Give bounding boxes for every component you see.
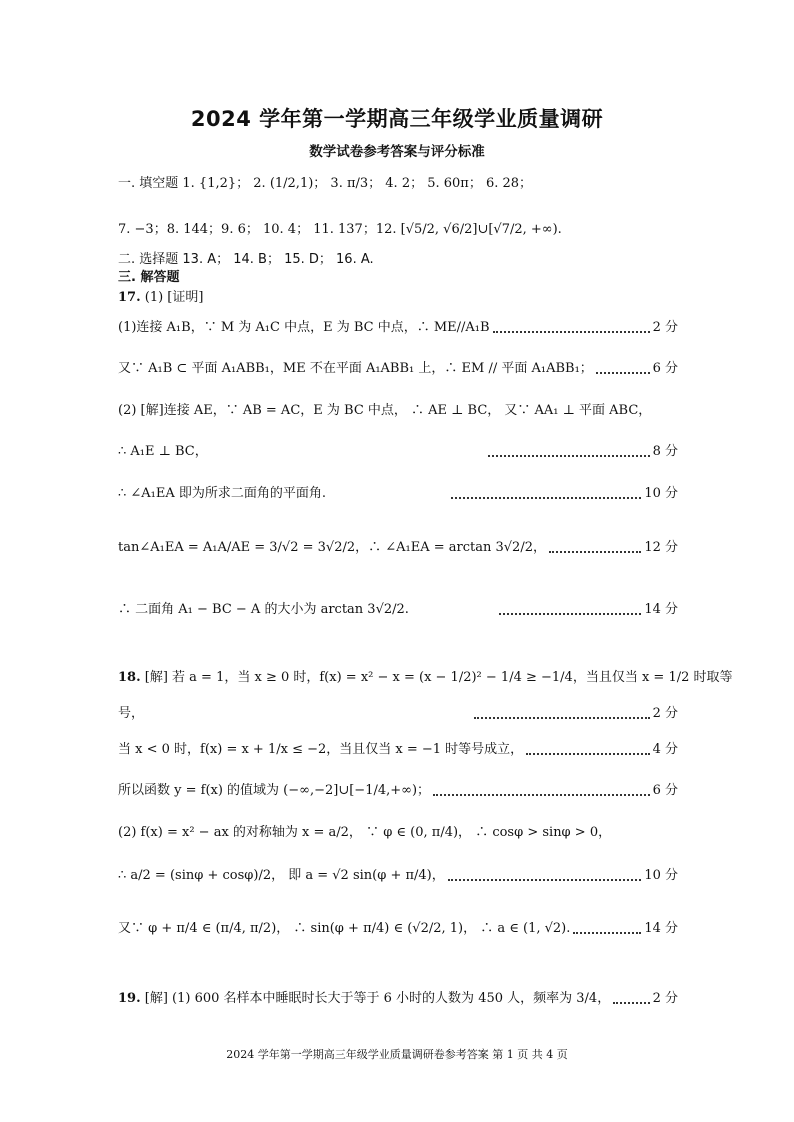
q17-step-6-score: 12 分 — [644, 540, 678, 555]
q18-step-7-text: 又∵ φ + π/4 ∈ (π/4, π/2)， ∴ sin(φ + π/4) ∈ (√2/2, 1)， ∴ a ∈ (1, √2). — [118, 921, 571, 936]
q18-step-4-text: 所以函数 y = f(x) 的值域为 (−∞,−2]∪[−1/4,+∞)； — [118, 783, 431, 798]
q17-step-7-score: 14 分 — [644, 602, 678, 617]
q18-step-3-text: 当 x < 0 时，f(x) = x + 1/x ≤ −2，当且仅当 x = −1 时等号成立， — [118, 742, 524, 757]
q18-number: 18. — [118, 670, 141, 685]
q17-step-2-score: 6 分 — [652, 361, 678, 376]
q17-header — [118, 289, 678, 307]
page-footer: 2024 学年第一学期高三年级学业质量调研卷参考答案 第 1 页 共 4 页 — [226, 1048, 568, 1061]
multiple-choice-text: 二. 选择题 13. A； 14. B； 15. D； 16. A. — [118, 252, 374, 267]
q18-step-4 — [118, 782, 678, 800]
leader-dots — [474, 716, 650, 719]
q19-step-1-score: 2 分 — [652, 991, 678, 1006]
q18-step-2 — [118, 705, 678, 723]
leader-dots — [448, 878, 642, 881]
q17-step-2-text: 又∵ A₁B ⊂ 平面 A₁ABB₁，ME 不在平面 A₁ABB₁ 上，∴ EM // 平面 A₁ABB₁； — [118, 361, 593, 376]
q17-step-5-score: 10 分 — [644, 486, 678, 501]
leader-dots — [451, 496, 641, 499]
leader-dots — [596, 371, 650, 374]
q17-step-5-text: ∴ ∠A₁EA 即为所求二面角的平面角. — [118, 486, 327, 501]
q17-step-7 — [118, 601, 678, 619]
leader-dots — [526, 752, 649, 755]
q18-step-7 — [118, 920, 678, 938]
q18-step-7-score: 14 分 — [644, 921, 678, 936]
page-subtitle: 数学试卷参考答案与评分标准 — [309, 144, 485, 160]
q17-step-2 — [118, 360, 678, 378]
q17-step-7-text: ∴ 二面角 A₁ − BC − A 的大小为 arctan 3√2/2. — [118, 602, 409, 617]
leader-dots — [549, 550, 641, 553]
leader-dots — [499, 612, 641, 615]
q19-step-1-body: [解] (1) 600 名样本中睡眠时长大于等于 6 小时的人数为 450 人，频率为 3/4， — [140, 991, 611, 1006]
q18-step-6-score: 10 分 — [644, 868, 678, 883]
q18-step-6 — [118, 867, 678, 885]
q18-step-1-text: [解] 若 a = 1，当 x ≥ 0 时，f(x) = x² − x = (x − 1/2)² − 1/4 ≥ −1/4，当且仅当 x = 1/2 时取等 — [140, 670, 733, 685]
q18-step-3-score: 4 分 — [652, 742, 678, 757]
q18-step-2-score: 2 分 — [652, 706, 678, 721]
q17-step-5 — [118, 485, 678, 503]
q17-number: 17. — [118, 290, 141, 305]
leader-dots — [433, 793, 650, 796]
q18-step-5: (2) f(x) = x² − ax 的对称轴为 x = a/2， ∵ φ ∈ (0, π/4)， ∴ cosφ > sinφ > 0， — [118, 825, 612, 840]
q17-step-4-score: 8 分 — [652, 444, 678, 459]
multiple-choice-answers — [118, 251, 678, 269]
q19-step-1-text — [118, 990, 610, 1008]
q17-step-1-score: 2 分 — [652, 320, 678, 335]
leader-dots — [488, 454, 650, 457]
fill-blank-answers-line-1: 一. 填空题 1. {1,2}； 2. (1/2,1)； 3. π/3； 4. 2； 5. 60π； 6. 28； — [118, 176, 533, 191]
leader-dots — [573, 931, 641, 934]
q19-number: 19. — [118, 991, 141, 1006]
q19-step-1 — [118, 990, 678, 1008]
q17-step-4-text: ∴ A₁E ⊥ BC， — [118, 444, 208, 459]
q17-step-3: (2) [解]连接 AE，∵ AB = AC，E 为 BC 中点， ∴ AE ⊥ BC， 又∵ AA₁ ⊥ 平面 ABC， — [118, 403, 652, 418]
page-title: 2024 学年第一学期高三年级学业质量调研 — [190, 107, 604, 131]
q18-step-2-text: 号， — [118, 706, 145, 721]
q17-step-6-text: tan∠A₁EA = A₁A/AE = 3/√2 = 3√2/2，∴ ∠A₁EA = arctan 3√2/2， — [118, 540, 546, 555]
section3-heading: 三. 解答题 — [118, 270, 180, 285]
q17-step-1 — [118, 319, 678, 337]
q17-step-4 — [118, 443, 678, 461]
q18-step-3 — [118, 741, 678, 759]
leader-dots — [493, 330, 650, 333]
fill-blank-answers-line-2: 7. −3；8. 144；9. 6； 10. 4； 11. 137；12. [√5/2, √6/2]∪[√7/2, +∞). — [118, 222, 562, 237]
q17-step-6 — [118, 539, 678, 557]
q18-step-4-score: 6 分 — [652, 783, 678, 798]
leader-dots — [613, 1001, 649, 1004]
q18-step-6-text: ∴ a/2 = (sinφ + cosφ)/2， 即 a = √2 sin(φ + π/4)， — [118, 868, 445, 883]
q17-part-label: (1) [证明] — [140, 290, 204, 305]
q17-step-1-text: (1)连接 A₁B，∵ M 为 A₁C 中点，E 为 BC 中点，∴ ME//A₁B — [118, 320, 490, 335]
q18-step-1 — [118, 669, 733, 687]
